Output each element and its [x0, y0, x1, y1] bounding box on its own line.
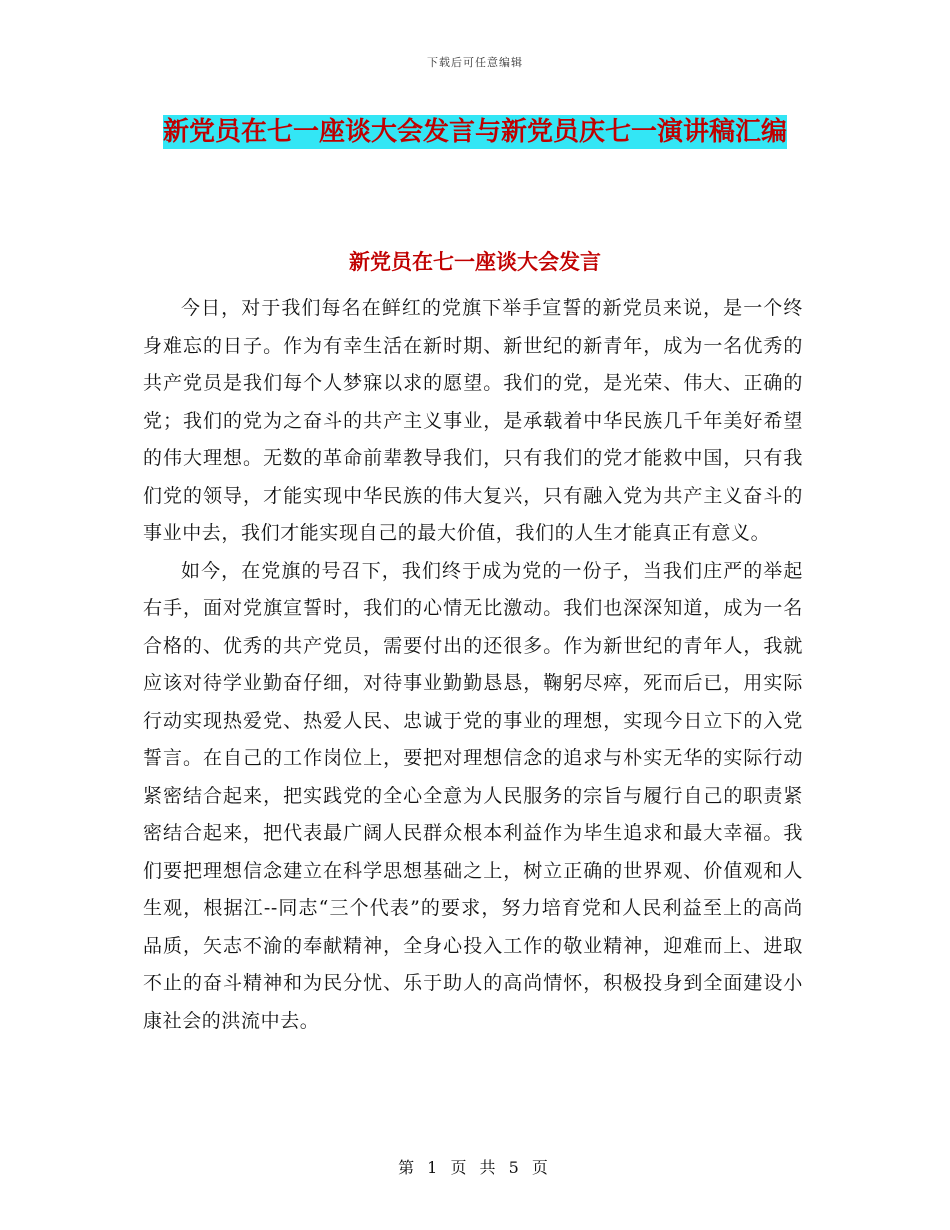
paragraph-1: 今日，对于我们每名在鲜红的党旗下举手宣誓的新党员来说，是一个终身难忘的日子。作为有幸生活在新时期、新世纪的新青年，成为一名优秀的共产党员是我们每个人梦寐以求的愿望。我们的党，是光荣、伟大、正确的党；我们的党为之奋斗的共产主义事业，是承载着中华民族几千年美好希望的伟大理想。无数的革命前辈教导我们，只有我们的党才能救中国，只有我们党的领导，才能实现中华民族的伟大复兴，只有融入党为共产主义奋斗的事业中去，我们才能实现自己的最大价值，我们的人生才能真正有意义。: [143, 297, 803, 544]
header-note: 下载后可任意编辑: [427, 56, 523, 69]
document-title: [140, 110, 810, 154]
document-body: [143, 290, 803, 1040]
document-title-text: 新党员在七一座谈大会发言与新党员庆七一演讲稿汇编: [162, 117, 787, 147]
paragraph-2: 如今，在党旗的号召下，我们终于成为党的一份子，当我们庄严的举起右手，面对党旗宣誓时，我们的心情无比激动。我们也深深知道，成为一名合格的、优秀的共产党员，需要付出的还很多。作为新世纪的青年人，我就应该对待学业勤奋仔细，对待事业勤勤恳恳，鞠躬尽瘁，死而后已，用实际行动实现热爱党、热爱人民、忠诚于党的事业的理想，实现今日立下的入党誓言。在自己的工作岗位上，要把对理想信念的追求与朴实无华的实际行动紧密结合起来，把实践党的全心全意为人民服务的宗旨与履行自己的职责紧密结合起来，把代表最广阔人民群众根本利益作为毕生追求和最大幸福。我们要把理想信念建立在科学思想基础之上，树立正确的世界观、价值观和人生观，根据江--同志“三个代表”的要求，努力培育党和人民利益至上的高尚品质，矢志不渝的奉献精神，全身心投入工作的敬业精神，迎难而上、进取不止的奋斗精神和为民分忧、乐于助人的高尚情怀，积极投身到全面建设小康社会的洪流中去。: [143, 559, 803, 1032]
page-footer: 第 1 页 共 5 页: [398, 1158, 552, 1177]
section-title: 新党员在七一座谈大会发言: [349, 250, 601, 274]
